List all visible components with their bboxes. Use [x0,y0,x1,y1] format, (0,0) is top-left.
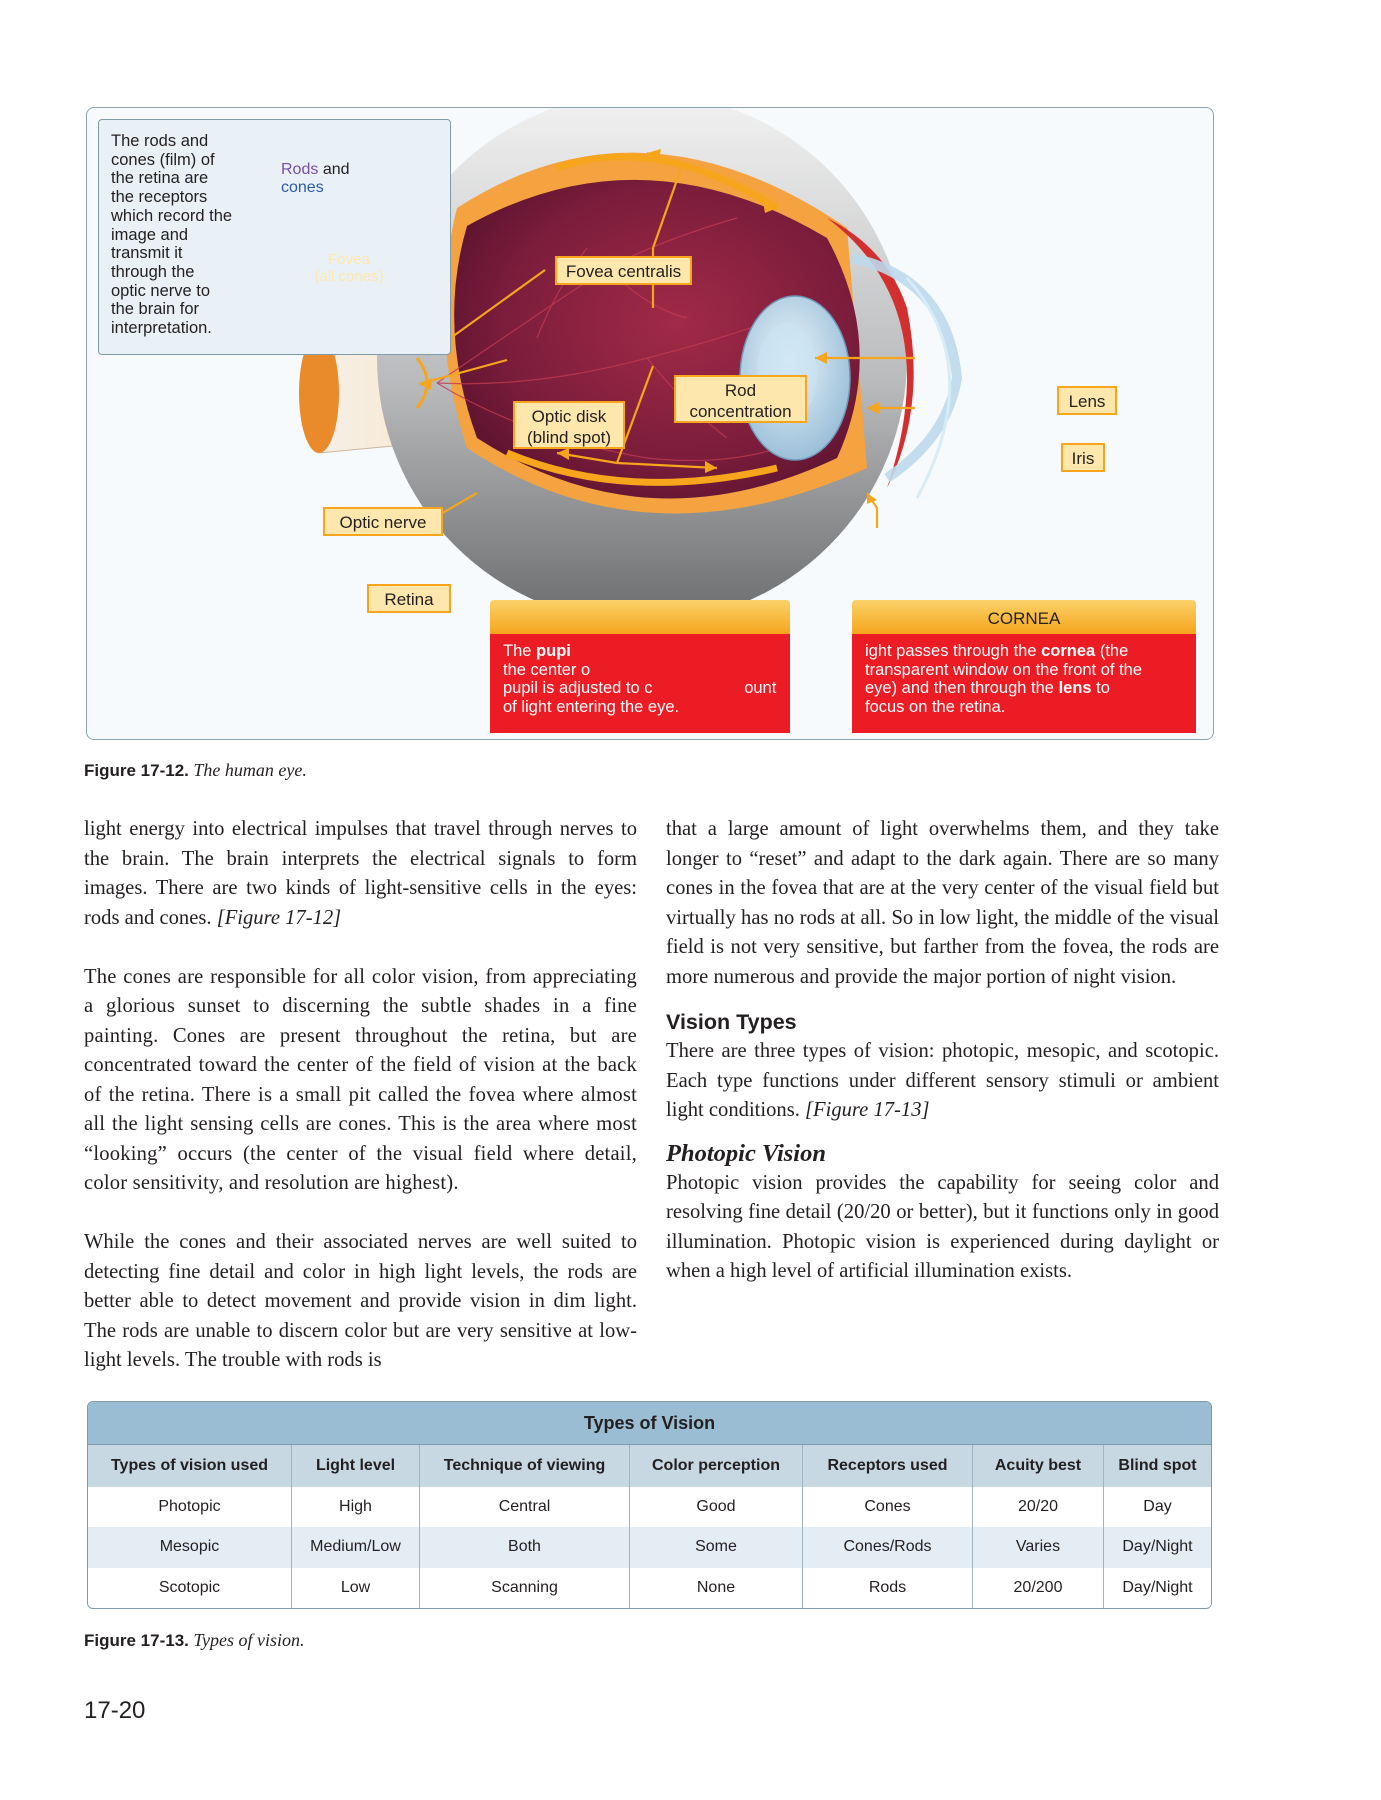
left-column [84,815,637,1376]
left-p1-text: light energy into electrical impulses that travel through nerves to the brain. The brain interprets the electrical signals to form images. There are two kinds of light-sensitive cells in the eyes: rods and cones. [84,818,637,929]
table-cell: Central [420,1487,630,1527]
inset-rods-label: Rods [281,161,319,178]
figure-17-12-caption [84,760,307,781]
cornea-line1b: cornea [1041,642,1096,660]
types-of-vision-table [87,1401,1212,1609]
inset-fovea-text: Fovea [328,251,370,268]
table-cell: High [292,1487,420,1527]
label-retina: Retina [367,584,451,613]
table-cell: Day/Night [1104,1568,1212,1608]
vision-types-ref: [Figure 17-13] [805,1099,930,1121]
cornea-line1c: (the [1095,642,1129,660]
cornea-line3b: lens [1058,679,1092,697]
cornea-line1a: ight passes through the [865,642,1042,660]
vision-types-paragraph [666,1037,1219,1126]
pupil-description-box [490,634,790,733]
table-cell: Medium/Low [292,1527,420,1567]
inset-rods-cones-label [281,161,350,197]
vision-types-text: There are three types of vision: photopic, mesopic, and scotopic. Each type functions under different sensory stimuli or ambient light conditions. [666,1040,1219,1121]
table-cell: Low [292,1568,420,1608]
eye-figure [86,107,1214,740]
th-receptors: Receptors used [803,1445,973,1488]
label-iris: Iris [1061,443,1105,472]
label-rod-concentration-line1: Rod [724,381,757,400]
label-rod-concentration-line2: concentration [689,402,792,421]
table-cell: Cones [803,1487,973,1527]
retina-callout-text: The rods and cones (film) of the retina are the receptors which record the image and transmit it through the optic nerve to the brain for interpretation. [111,132,233,338]
page-number: 17-20 [84,1697,146,1724]
label-optic-disk-line1: Optic disk [531,407,607,426]
pupil-line1b: pupi [536,642,571,660]
table-cell: Varies [973,1527,1104,1567]
th-light-level: Light level [292,1445,420,1488]
table-cell: Scotopic [88,1568,292,1608]
left-p1-ref: [Figure 17-12] [216,906,342,929]
th-technique: Technique of viewing [420,1445,630,1488]
inset-all-cones-text: (all cones) [314,268,384,285]
heading-photopic-vision: Photopic Vision [666,1140,826,1167]
cornea-description-box [852,634,1196,733]
table-cell: Good [630,1487,803,1527]
label-optic-disk-line2: (blind spot) [526,428,612,447]
cornea-line3c: to [1091,679,1110,697]
label-rod-concentration [674,375,807,423]
cornea-line2: transparent window on the front of the [865,660,1143,679]
th-types: Types of vision used [88,1445,292,1488]
figure-17-13-title: Types of vision. [193,1630,305,1650]
inset-fovea-label [314,251,384,285]
cornea-line4: focus on the retina. [865,697,1006,716]
table-header-row [88,1445,1211,1488]
table-cell: Mesopic [88,1527,292,1567]
label-optic-disk [513,401,625,449]
pupil-box-header [490,600,790,634]
left-paragraph-1 [84,815,637,933]
retina-callout-box [98,119,451,355]
table-cell: Cones/Rods [803,1527,973,1567]
th-color: Color perception [630,1445,803,1488]
table-cell: Photopic [88,1487,292,1527]
pupil-line4: of light entering the eye. [503,697,680,716]
table-cell: 20/20 [973,1487,1104,1527]
right-column [666,815,1219,1287]
figure-17-12-title: The human eye. [193,760,307,780]
heading-vision-types: Vision Types [666,1009,797,1034]
cornea-box-header: CORNEA [852,600,1196,634]
figure-17-13-label: Figure 17-13. [84,1631,189,1650]
table-row [88,1487,1211,1527]
left-paragraph-2: The cones are responsible for all color vision, from appreciating a glorious sunset to discerning the subtle shades in a fine painting. Cones are present throughout the retina, but are concentrated toward the center of the field of vision at the back of the retina. There is a small pit called the fovea where almost all the light sensing cells are cones. This is the area where most “looking” occurs (the center of the visual field where detail, color sensitivity, and resolution are highest). [84,965,637,1194]
table-cell: Both [420,1527,630,1567]
pupil-line3: pupil is adjusted to c ount [503,679,777,697]
table-cell: Day [1104,1487,1212,1527]
th-acuity: Acuity best [973,1445,1104,1488]
table-cell: None [630,1568,803,1608]
figure-17-13-caption [84,1630,305,1651]
table-cell: Day/Night [1104,1527,1212,1567]
th-blind-spot: Blind spot [1104,1445,1212,1488]
label-fovea-centralis: Fovea centralis [555,256,692,285]
table-cell: Rods [803,1568,973,1608]
label-optic-nerve: Optic nerve [323,507,443,536]
label-lens: Lens [1057,386,1117,415]
left-paragraph-3: While the cones and their associated nerves are well suited to detecting fine detail and color in high light levels, the rods are better able to detect movement and provide vision in dim light. The rods are unable to discern color but are very sensitive at low-light levels. The trouble with rods is [84,1231,637,1371]
inset-cones-label: cones [281,179,324,196]
table-row [88,1527,1211,1567]
table-title: Types of Vision [88,1402,1211,1445]
pupil-line2: the center o [503,660,591,679]
table-cell: Some [630,1527,803,1567]
photopic-paragraph: Photopic vision provides the capability for seeing color and resolving fine detail (20/20 or better), but it functions only in good illumination. Photopic vision is experienced during daylight or when a high level of artificial illumination exists. [666,1171,1219,1282]
right-paragraph-1: that a large amount of light overwhelms them, and they take longer to “reset” and adapt to the dark again. There are so many cones in the fovea that are at the very center of the visual field but virtually has no rods at all. So in low light, the middle of the visual field is not very sensitive, but farther from the fovea, the rods are more numerous and provide the major portion of night vision. [666,818,1219,988]
table-cell: 20/200 [973,1568,1104,1608]
inset-and-label: and [322,161,350,178]
table-row [88,1568,1211,1608]
table-cell: Scanning [420,1568,630,1608]
pupil-line1a: The [503,642,537,660]
cornea-line3a: eye) and then through the [865,679,1059,697]
figure-17-12-label: Figure 17-12. [84,761,189,780]
